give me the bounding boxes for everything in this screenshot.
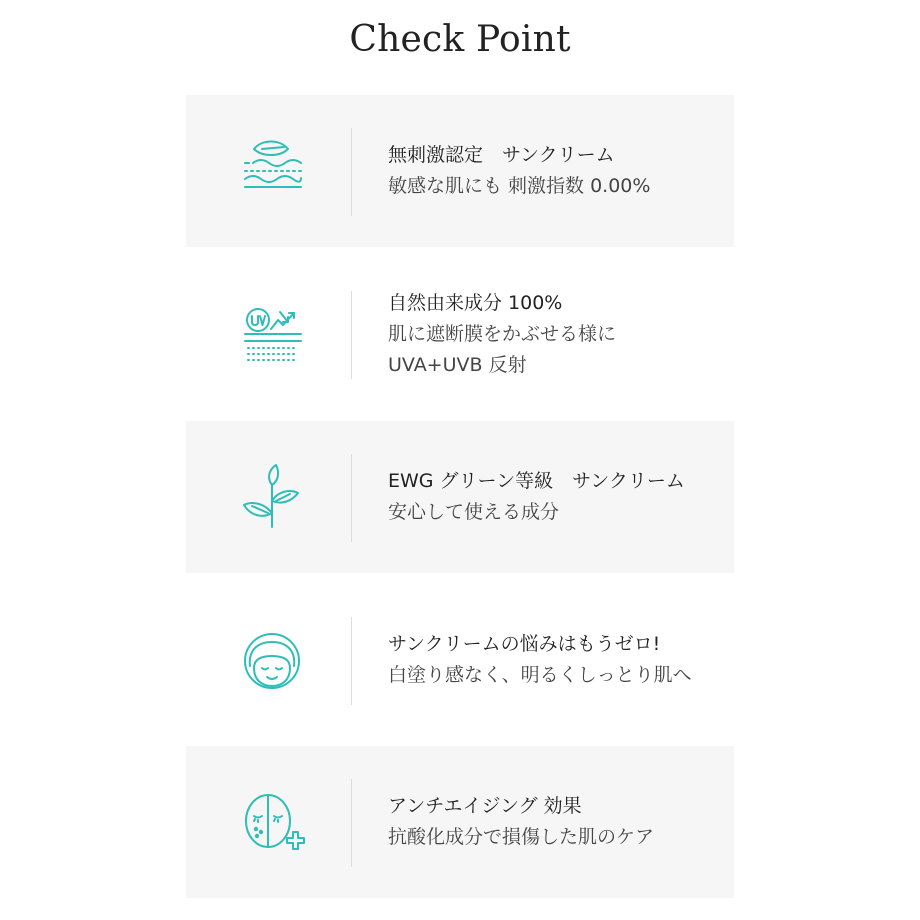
card-divider [351, 617, 352, 705]
card-text [388, 421, 724, 573]
card-description-line: 安心して使える成分 [388, 501, 560, 523]
card-text [388, 95, 724, 247]
card-description-line: 敏感な肌にも 刺激指数 0.00% [388, 175, 651, 197]
uv-shield-icon [236, 298, 308, 370]
card-heading: 自然由来成分 100% [388, 291, 563, 314]
card-description-line: 肌に遮断膜をかぶせる様に [388, 322, 617, 345]
checkpoint-card-1 [186, 95, 734, 247]
card-heading: サンクリームの悩みはもうゼロ! [388, 633, 661, 655]
card-heading: アンチエイジング 効果 [388, 795, 582, 817]
card-text [388, 258, 724, 410]
card-description-line: UVA+UVB 反射 [388, 353, 527, 376]
card-divider [351, 291, 352, 379]
checkpoint-card-5 [186, 746, 734, 898]
checkpoint-card-2 [186, 258, 734, 410]
card-heading: EWG グリーン等級 サンクリーム [388, 470, 685, 492]
card-text [388, 584, 724, 736]
card-description-line: 白塗り感なく、明るくしっとり肌へ [388, 664, 692, 686]
sprout-icon [236, 461, 308, 533]
card-heading: 無刺激認定 サンクリーム [388, 144, 615, 166]
face-towel-icon [236, 624, 308, 696]
card-text [388, 746, 724, 898]
card-description-line: 抗酸化成分で損傷した肌のケア [388, 826, 655, 848]
card-divider [351, 128, 352, 216]
card-divider [351, 779, 352, 867]
card-divider [351, 454, 352, 542]
checkpoint-card-4 [186, 584, 734, 736]
page-title: Check Point [349, 19, 571, 60]
layers-leaf-icon [236, 135, 308, 207]
half-face-plus-icon [236, 786, 308, 858]
checkpoint-card-3 [186, 421, 734, 573]
